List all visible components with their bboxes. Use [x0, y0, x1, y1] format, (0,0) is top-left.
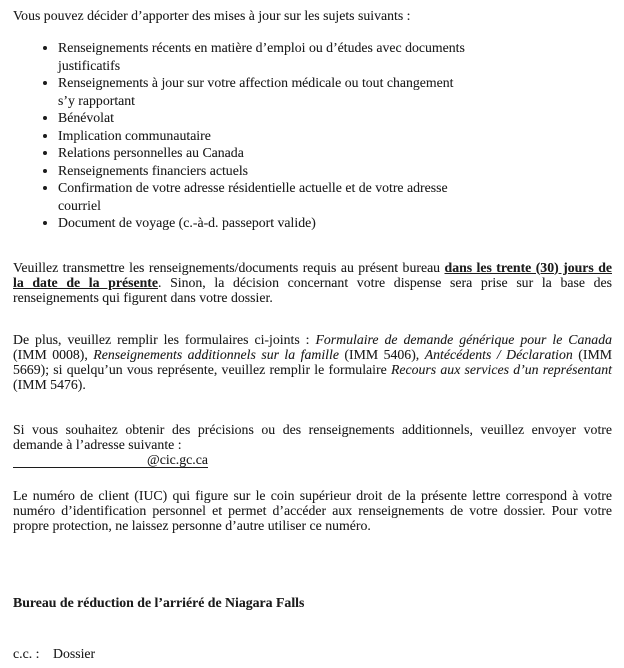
- topic-item-finances: [58, 162, 612, 180]
- forms-paragraph: [13, 332, 612, 392]
- deadline-text-post: . Sinon, la décision concernant votre dispense sera prise sur la base des renseignements qui figurent dans votre dossier.: [13, 274, 613, 305]
- deadline-paragraph: [13, 260, 612, 305]
- cc-value: Dossier: [53, 645, 96, 661]
- form-name-family-information: Renseignements additionnels sur la famille: [93, 346, 339, 362]
- topic-line: Renseignements financiers actuels: [58, 162, 249, 178]
- topic-line: Relations personnelles au Canada: [58, 145, 244, 160]
- form-name-generic-application: Formulaire de demande générique pour le Canada: [315, 331, 612, 347]
- topic-line: Implication communautaire: [58, 127, 211, 143]
- contact-paragraph: [13, 422, 612, 468]
- update-topics-list: [13, 39, 612, 232]
- office-name-heading: Bureau de réduction de l’arriéré de Niagara Falls: [13, 594, 305, 610]
- contact-text: Si vous souhaitez obtenir des précisions ou des renseignements additionnels, veuillez envoyer votre demande à l’adresse suivante :: [13, 421, 612, 452]
- topic-item-relations: [58, 144, 612, 162]
- topic-item-medical: [58, 74, 612, 109]
- form-name-use-of-representative: Recours aux services d’un représentant: [390, 361, 612, 377]
- topic-item-employment: [58, 39, 612, 74]
- deadline-text-pre: Veuillez transmettre les renseignements/documents requis au présent bureau: [13, 259, 445, 275]
- form-name-background-declaration: Antécédents / Déclaration: [424, 346, 573, 362]
- topic-line: Bénévolat: [58, 110, 114, 125]
- cc-line: [13, 646, 612, 661]
- forms-text: (IMM 5406),: [338, 346, 425, 362]
- forms-text: (IMM 0008),: [13, 346, 94, 362]
- client-id-paragraph: Le numéro de client (IUC) qui figure sur le coin supérieur droit de la présente lettre correspond à votre numéro d’identification personnel et permet d’accéder aux renseignements de votre dossier. Pour votre propre protection, ne laissez personne d’autre utiliser ce numéro.: [13, 487, 612, 533]
- deadline-emphasis: dans les trente (30) jours de la date de la présente: [13, 259, 612, 290]
- topic-line: Renseignements à jour sur votre affection médicale ou tout changement: [58, 75, 454, 90]
- forms-text: (IMM 5669); si quelqu’un vous représente, veuillez remplir le formulaire: [13, 346, 613, 377]
- email-blank-line: [13, 453, 147, 464]
- topic-line: Confirmation de votre adresse résidentielle actuelle et de votre adresse: [58, 180, 448, 195]
- forms-text: De plus, veuillez remplir les formulaires ci-joints :: [13, 331, 316, 347]
- forms-text: (IMM 5476).: [13, 376, 86, 392]
- topic-item-address: [58, 179, 612, 214]
- topic-item-travel-document: [58, 214, 612, 232]
- cc-label: c.c. :: [13, 645, 40, 661]
- topic-line: s’y rapportant: [58, 92, 136, 108]
- email-address: @cic.gc.ca: [147, 451, 208, 467]
- topic-item-community: [58, 127, 612, 145]
- topic-line: Document de voyage (c.-à-d. passeport valide): [58, 215, 316, 230]
- topic-line: Renseignements récents en matière d’emploi ou d’études avec documents: [58, 40, 465, 55]
- intro-paragraph: Vous pouvez décider d’apporter des mises à jour sur les sujets suivants :: [13, 8, 411, 23]
- topic-item-volunteering: [58, 109, 612, 127]
- topic-line: justificatifs: [58, 57, 121, 73]
- email-line: [13, 452, 208, 468]
- topic-line: courriel: [58, 197, 101, 213]
